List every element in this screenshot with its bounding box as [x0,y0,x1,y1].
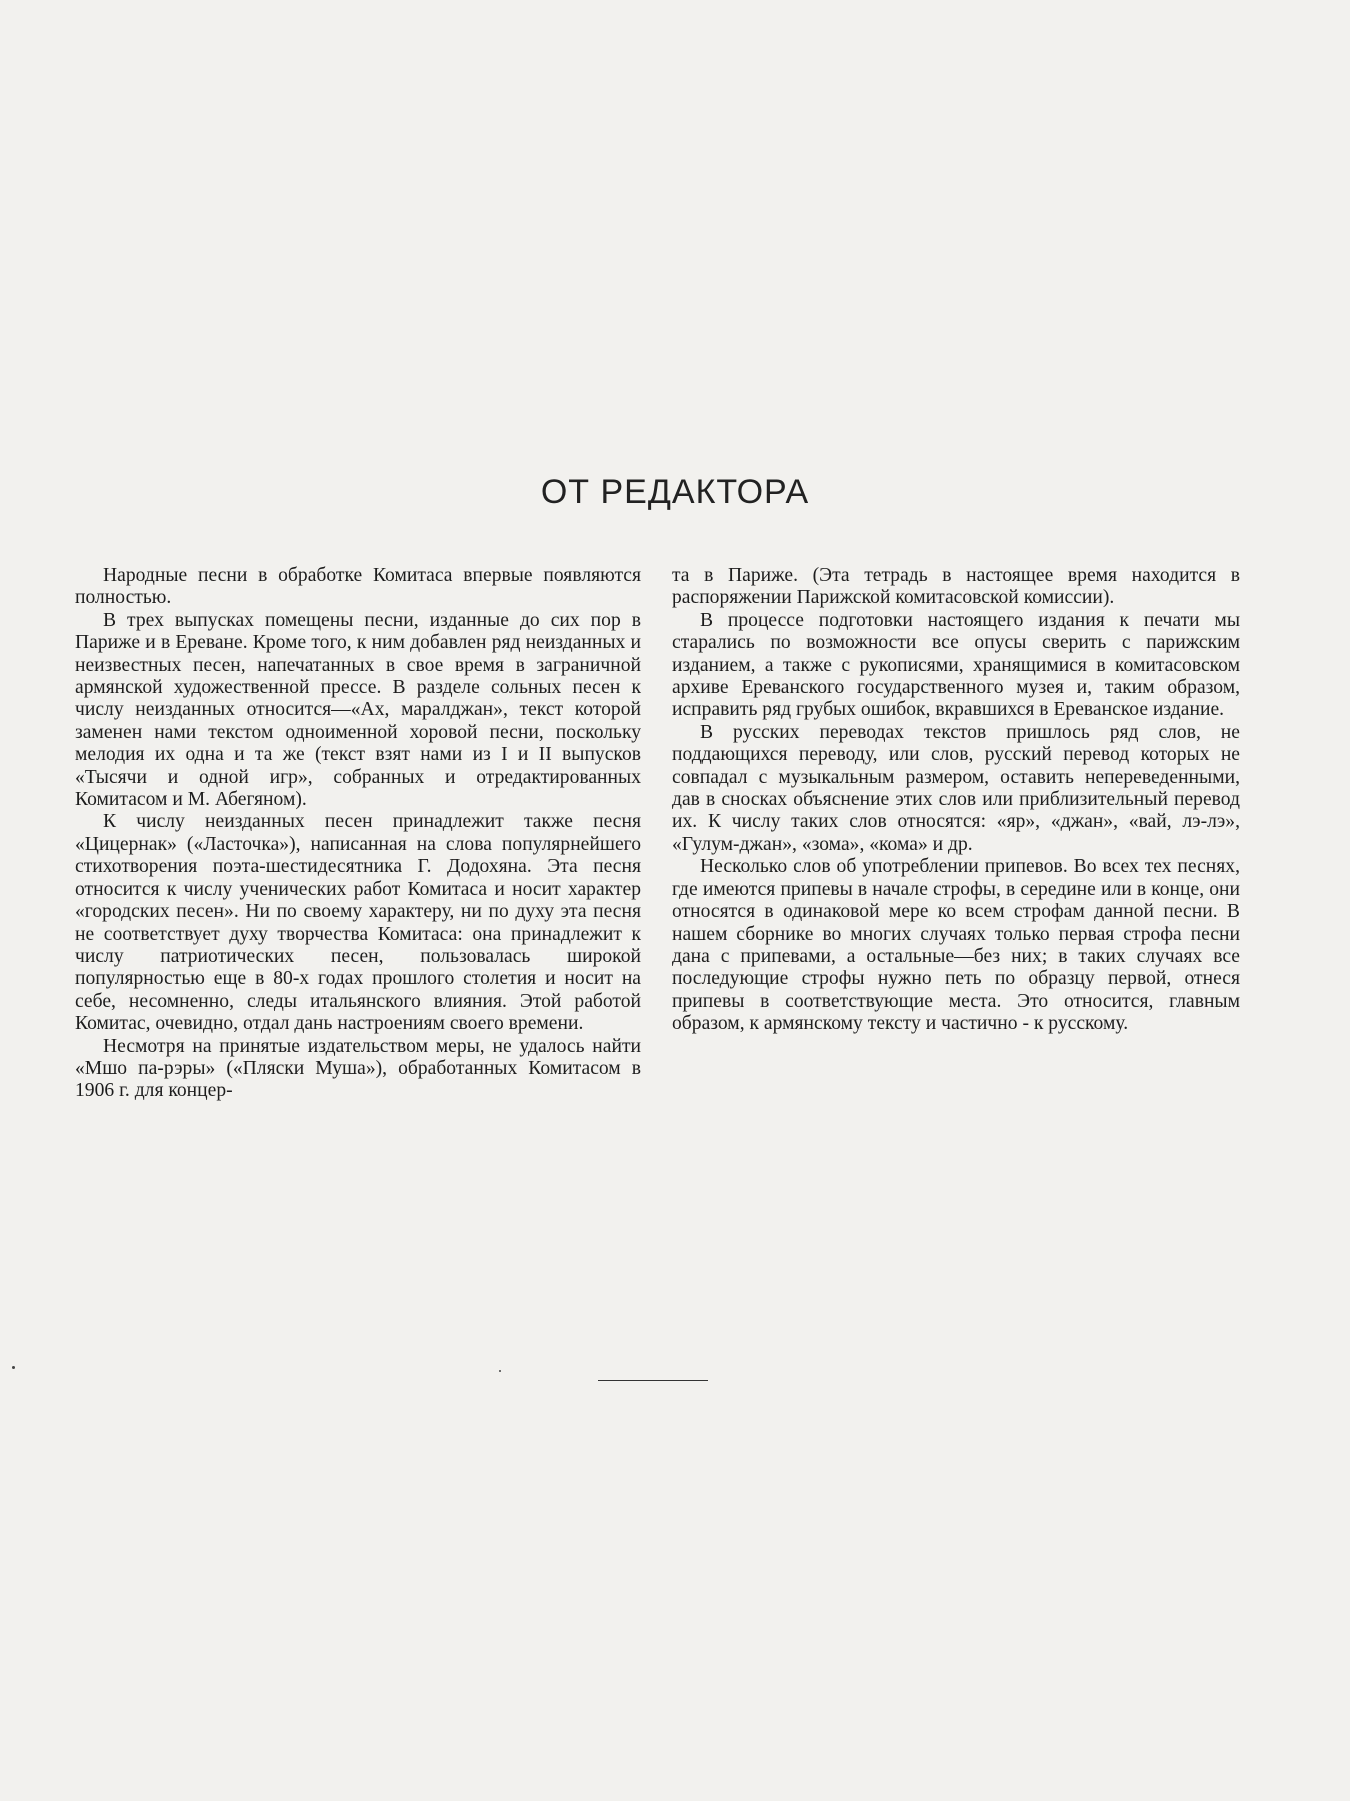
end-rule [598,1380,708,1381]
paragraph: В трех выпусках помещены песни, изданные до сих пор в Париже и в Ереване. Кроме того, к ним добавлен ряд неизданных и неизвестных песен, напечатанных в свое время в заграничной армянской художественной прессе. В разделе сольных песен к числу неизданных относится—«Ах, маралджан», текст которой заменен нами текстом одноименной хоровой песни, поскольку мелодия их одна и та же (текст взят нами из I и II выпусков «Тысячи и одной игр», собранных и отредактированных Комитасом и М. Абегяном). [75,609,641,811]
print-speck [499,1370,501,1372]
paragraph: Народные песни в обработке Комитаса впервые появляются полностью. [75,565,641,609]
paragraph: В процессе подготовки настоящего издания к печати мы старались по возможности все опусы сверить с парижским изданием, а также с рукописями, хранящимися в комитасовском архиве Ереванского государственного музея и, таким образом, исправить ряд грубых ошибок, вкравшихся в Ереванское издание. [672,609,1240,721]
right-column [672,565,1240,1036]
paragraph: В русских переводах текстов пришлось ряд слов, не поддающихся переводу, или слов, русский перевод которых не совпадал с музыкальным размером, оставить непереведенными, дав в сносках объяснение этих слов или приблизительный перевод их. К числу таких слов относятся: «яр», «джан», «вай, лэ-лэ», «Гулум-джан», «зома», «кома» и др. [672,721,1240,855]
paragraph: Несмотря на принятые издательством меры, не удалось найти «Мшо па-рэры» («Пляски Муша»), обработанных Комитасом в 1906 г. для концер- [75,1035,641,1102]
page-title: ОТ РЕДАКТОРА [540,473,810,511]
left-column [75,565,641,1103]
paragraph: Несколько слов об употреблении припевов. Во всех тех песнях, где имеются припевы в начале строфы, в середине или в конце, они относятся в одинаковой мере ко всем строфам данной песни. В нашем сборнике во многих случаях только первая строфа песни дана с припевами, а остальные—без них; в таких случаях все последующие строфы нужно петь по образцу первой, отнеся припевы в соответствующие места. Это относится, главным образом, к армянскому тексту и частично - к русскому. [672,856,1240,1035]
paragraph: К числу неизданных песен принадлежит также песня «Цицернак» («Ласточка»), написанная на слова популярнейшего стихотворения поэта-шестидесятника Г. Додохяна. Эта песня относится к числу ученических работ Комитаса и носит характер «городских песен». Ни по своему характеру, ни по духу эта песня не соответствует духу творчества Комитаса: она принадлежит к числу патриотических песен, пользовалась широкой популярностью еще в 80-х годах прошлого столетия и носит на себе, несомненно, следы итальянского влияния. Этой работой Комитас, очевидно, отдал дань настроениям своего времени. [75,811,641,1035]
print-speck [12,1366,15,1369]
paragraph: та в Париже. (Эта тетрадь в настоящее время находится в распоряжении Парижской комитасовской комиссии). [672,565,1240,609]
